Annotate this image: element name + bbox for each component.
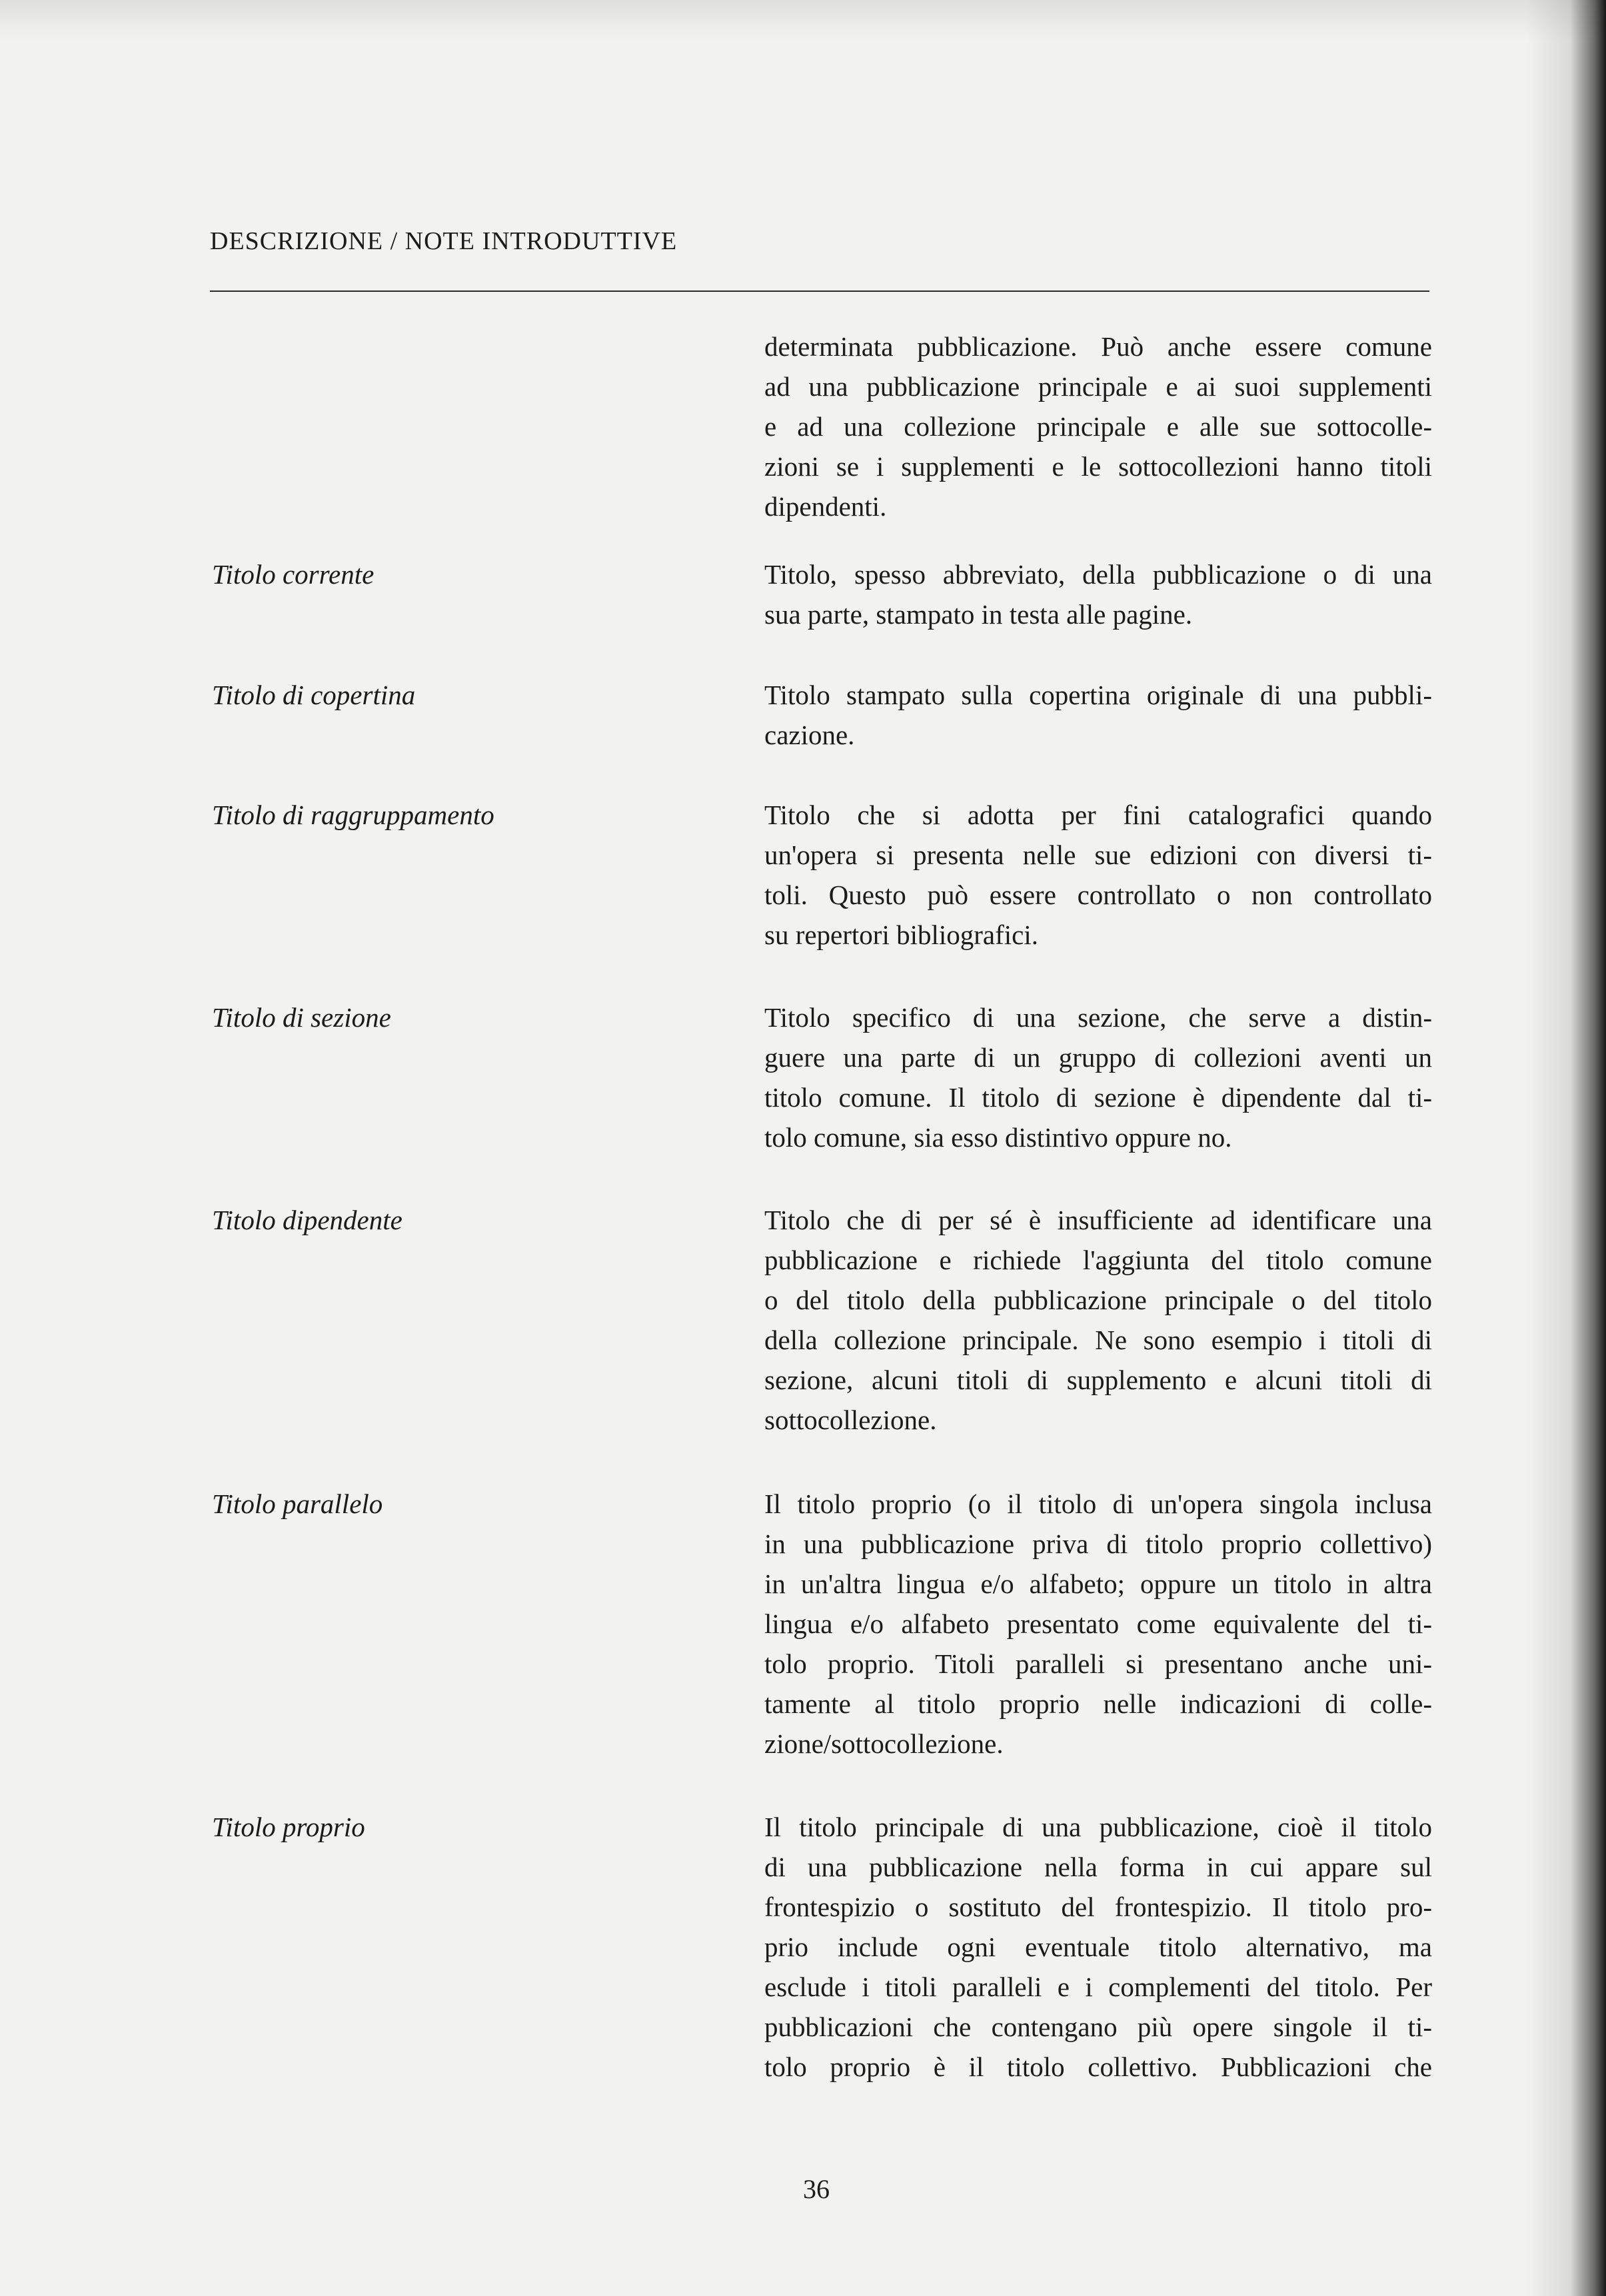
header-rule (210, 290, 1429, 292)
definition-line: su repertori bibliografici. (764, 919, 1039, 950)
page-gutter-shadow (1526, 0, 1606, 2296)
definition-line: esclude i titoli paralleli e i complementi del titolo. Per (764, 1972, 1432, 2002)
definition-line: prio include ogni eventuale titolo alternativo, ma (764, 1932, 1432, 1962)
glossary-term: Titolo dipendente (212, 1205, 402, 1235)
glossary-definition (764, 1807, 1432, 2087)
page-top-shadow (0, 0, 1606, 40)
glossary-term: Titolo di sezione (212, 1002, 391, 1033)
definition-line: pubblicazione e richiede l'aggiunta del titolo comune (764, 1245, 1432, 1275)
definition-line: Titolo che si adotta per fini catalografici quando (764, 800, 1432, 830)
definition-line: lingua e/o alfabeto presentato come equivalente del ti- (764, 1608, 1432, 1639)
glossary-term: Titolo di raggruppamento (212, 800, 494, 830)
glossary-term: Titolo di copertina (212, 680, 416, 710)
definition-line: della collezione principale. Ne sono esempio i titoli di (764, 1325, 1432, 1355)
glossary-definition (764, 675, 1432, 755)
page-number: 36 (803, 2174, 830, 2204)
definition-line: o del titolo della pubblicazione principale o del titolo (764, 1285, 1432, 1315)
definition-line: dipendenti. (764, 491, 887, 522)
definition-line: tolo comune, sia esso distintivo oppure no. (764, 1122, 1232, 1153)
definition-line: in un'altra lingua e/o alfabeto; oppure un titolo in altra (764, 1568, 1432, 1599)
continuation-text (764, 326, 1432, 526)
definition-line: un'opera si presenta nelle sue edizioni con diversi ti- (764, 840, 1432, 870)
definition-line: sezione, alcuni titoli di supplemento e alcuni titoli di (764, 1365, 1432, 1395)
definition-line: toli. Questo può essere controllato o non controllato (764, 879, 1432, 910)
running-head: DESCRIZIONE / NOTE INTRODUTTIVE (210, 227, 678, 255)
glossary-term: Titolo parallelo (212, 1488, 383, 1519)
definition-line: sua parte, stampato in testa alle pagine. (764, 599, 1193, 630)
glossary-definition (764, 1484, 1432, 1764)
definition-line: zioni se i supplementi e le sottocollezioni hanno titoli (764, 451, 1432, 482)
definition-line: di una pubblicazione nella forma in cui appare sul (764, 1852, 1432, 1882)
definition-line: tolo proprio è il titolo collettivo. Pubblicazioni che (764, 2051, 1432, 2082)
definition-line: determinata pubblicazione. Può anche essere comune (764, 331, 1432, 362)
definition-line: Titolo, spesso abbreviato, della pubblicazione o di una (764, 559, 1432, 590)
definition-line: zione/sottocollezione. (764, 1728, 1004, 1759)
definition-line: cazione. (764, 720, 855, 750)
definition-line: tolo proprio. Titoli paralleli si presentano anche uni- (764, 1648, 1432, 1679)
glossary-definition (764, 554, 1432, 634)
definition-line: titolo comune. Il titolo di sezione è dipendente dal ti- (764, 1082, 1432, 1113)
definition-line: Titolo specifico di una sezione, che serve a distin- (764, 1002, 1432, 1033)
definition-line: frontespizio o sostituto del frontespizio. Il titolo pro- (764, 1892, 1432, 1922)
definition-line: Titolo che di per sé è insufficiente ad identificare una (764, 1205, 1432, 1235)
definition-line: pubblicazioni che contengano più opere singole il ti- (764, 2011, 1432, 2042)
definition-line: sottocollezione. (764, 1405, 937, 1435)
definition-line: Titolo stampato sulla copertina originale di una pubbli- (764, 680, 1432, 710)
glossary-definition (764, 997, 1432, 1157)
glossary-term: Titolo corrente (212, 559, 375, 590)
definition-line: Il titolo proprio (o il titolo di un'opera singola inclusa (764, 1488, 1432, 1519)
definition-line: in una pubblicazione priva di titolo proprio collettivo) (764, 1528, 1432, 1559)
glossary-definition (764, 795, 1432, 955)
definition-line: Il titolo principale di una pubblicazione, cioè il titolo (764, 1812, 1432, 1842)
glossary-term: Titolo proprio (212, 1812, 365, 1842)
definition-line: tamente al titolo proprio nelle indicazioni di colle- (764, 1688, 1432, 1719)
definition-line: guere una parte di un gruppo di collezioni aventi un (764, 1042, 1432, 1073)
definition-line: e ad una collezione principale e alle sue sottocolle- (764, 411, 1432, 442)
definition-line: ad una pubblicazione principale e ai suoi supplementi (764, 371, 1432, 402)
glossary-definition (764, 1200, 1432, 1440)
